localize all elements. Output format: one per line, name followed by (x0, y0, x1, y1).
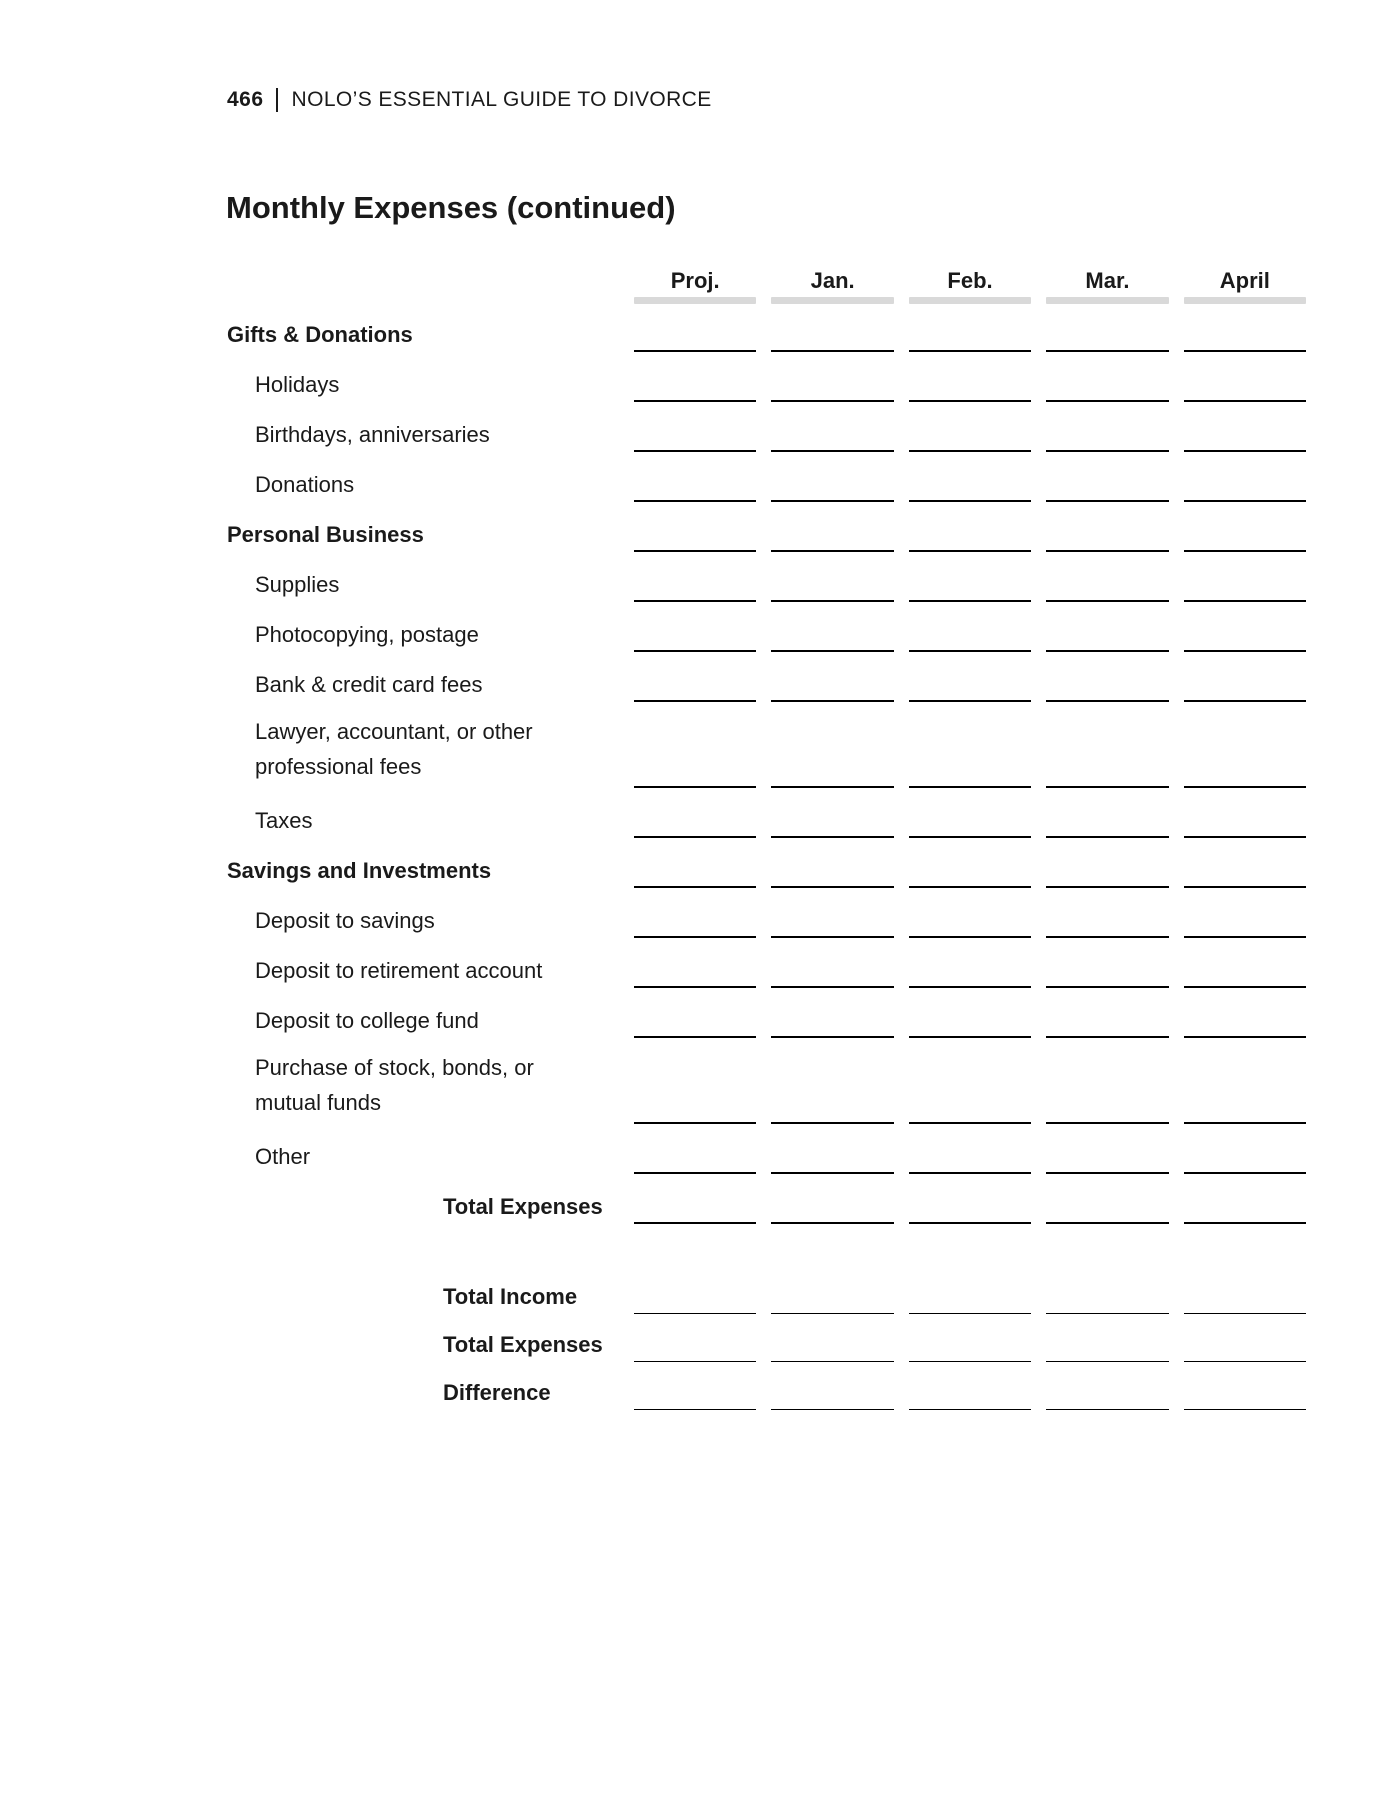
fill-in-line (1046, 702, 1168, 788)
column-header-cell (771, 258, 893, 304)
fill-in-line (634, 1362, 756, 1410)
fill-in-line (1046, 988, 1168, 1038)
fill-in-line (1046, 1314, 1168, 1362)
worksheet-row (227, 938, 1306, 988)
fill-in-line (1046, 1038, 1168, 1124)
fill-in-line (1184, 502, 1306, 552)
fill-in-line (771, 1362, 893, 1410)
row-line-columns (634, 652, 1306, 702)
row-label-area (227, 1314, 634, 1362)
row-line-columns (634, 1174, 1306, 1224)
fill-in-line (771, 304, 893, 352)
fill-in-line (771, 788, 893, 838)
worksheet-row (227, 502, 1306, 552)
row-label-line: professional fees (255, 754, 422, 779)
fill-in-line (771, 838, 893, 888)
fill-in-line (771, 988, 893, 1038)
header-divider (276, 88, 278, 112)
fill-in-line (1046, 402, 1168, 452)
column-header-label: Proj. (670, 268, 720, 293)
fill-in-line (771, 652, 893, 702)
fill-in-line (634, 702, 756, 788)
column-header-underline-bar (771, 297, 893, 304)
fill-in-line (1046, 304, 1168, 352)
fill-in-line (1046, 1174, 1168, 1224)
fill-in-line (771, 502, 893, 552)
row-line-columns (634, 1038, 1306, 1124)
fill-in-line (1184, 652, 1306, 702)
fill-in-line (771, 702, 893, 788)
fill-in-line (634, 838, 756, 888)
fill-in-line (909, 402, 1031, 452)
column-header-cell (909, 258, 1031, 304)
fill-in-line (771, 888, 893, 938)
fill-in-line (634, 652, 756, 702)
row-line-columns (634, 352, 1306, 402)
fill-in-line (909, 838, 1031, 888)
fill-in-line (1046, 788, 1168, 838)
column-header-label: Feb. (947, 268, 993, 293)
fill-in-line (1184, 1038, 1306, 1124)
row-label-area (227, 552, 634, 602)
fill-in-line (909, 304, 1031, 352)
fill-in-line (771, 452, 893, 502)
row-label: Difference (443, 1379, 551, 1405)
column-header-underline-bar (909, 297, 1031, 304)
fill-in-line (634, 602, 756, 652)
column-header-row (227, 258, 1306, 304)
fill-in-line (909, 1174, 1031, 1224)
fill-in-line (1046, 602, 1168, 652)
row-label-area (227, 1362, 634, 1410)
worksheet-summary-rows (227, 1224, 1306, 1410)
fill-in-line (1184, 888, 1306, 938)
fill-in-line (1184, 1314, 1306, 1362)
row-line-columns (634, 1362, 1306, 1410)
fill-in-line (771, 402, 893, 452)
fill-in-line (634, 352, 756, 402)
column-header-underline-bar (634, 297, 756, 304)
worksheet-row (227, 352, 1306, 402)
fill-in-line (909, 1038, 1031, 1124)
fill-in-line (1046, 502, 1168, 552)
row-label: Supplies (255, 571, 340, 597)
fill-in-line (909, 988, 1031, 1038)
column-header-cell (1046, 258, 1168, 304)
row-label-area (227, 888, 634, 938)
fill-in-line (1184, 452, 1306, 502)
fill-in-line (1046, 1224, 1168, 1314)
fill-in-line (771, 552, 893, 602)
worksheet-row (227, 452, 1306, 502)
column-header-spacer (227, 258, 634, 304)
row-label: Deposit to retirement account (255, 957, 543, 983)
row-line-columns (634, 838, 1306, 888)
fill-in-line (909, 502, 1031, 552)
row-label: Photocopying, postage (255, 621, 479, 647)
fill-in-line (634, 502, 756, 552)
row-label: Taxes (255, 807, 313, 833)
fill-in-line (1184, 788, 1306, 838)
row-label-area (227, 502, 634, 552)
row-label: Holidays (255, 371, 340, 397)
row-label-area (227, 304, 634, 352)
row-label-line: Purchase of stock, bonds, or (255, 1055, 534, 1080)
row-label: Gifts & Donations (227, 321, 413, 347)
row-line-columns (634, 602, 1306, 652)
fill-in-line (1046, 888, 1168, 938)
row-label: Savings and Investments (227, 857, 492, 883)
fill-in-line (909, 452, 1031, 502)
row-label-line: Lawyer, accountant, or other (255, 719, 533, 744)
row-line-columns (634, 1124, 1306, 1174)
worksheet-row (227, 1362, 1306, 1410)
fill-in-line (1046, 1124, 1168, 1174)
row-label-area (227, 602, 634, 652)
fill-in-line (1184, 352, 1306, 402)
row-label-area (227, 938, 634, 988)
row-label-area (227, 402, 634, 452)
row-label: Donations (255, 471, 355, 497)
row-label: Personal Business (227, 521, 424, 547)
fill-in-line (634, 1174, 756, 1224)
column-header-label: Jan. (810, 268, 855, 293)
fill-in-line (634, 452, 756, 502)
row-line-columns (634, 1314, 1306, 1362)
row-label-line: mutual funds (255, 1090, 381, 1115)
fill-in-line (634, 888, 756, 938)
row-line-columns (634, 788, 1306, 838)
row-label: Other (255, 1143, 311, 1169)
worksheet-rows (227, 304, 1306, 1224)
row-line-columns (634, 452, 1306, 502)
fill-in-line (909, 352, 1031, 402)
row-label: Total Income (443, 1283, 578, 1309)
row-label-area (227, 652, 634, 702)
worksheet-row (227, 602, 1306, 652)
fill-in-line (1184, 988, 1306, 1038)
fill-in-line (634, 1124, 756, 1174)
fill-in-line (909, 938, 1031, 988)
row-label: Total Expenses (443, 1193, 603, 1219)
fill-in-line (909, 552, 1031, 602)
row-label-area (227, 452, 634, 502)
row-line-columns (634, 402, 1306, 452)
fill-in-line (909, 888, 1031, 938)
worksheet-row (227, 788, 1306, 838)
fill-in-line (1184, 1174, 1306, 1224)
fill-in-line (1046, 352, 1168, 402)
expenses-worksheet (227, 258, 1306, 1410)
fill-in-line (634, 304, 756, 352)
fill-in-line (909, 652, 1031, 702)
fill-in-line (909, 1314, 1031, 1362)
fill-in-line (1184, 702, 1306, 788)
worksheet-row (227, 1038, 1306, 1124)
row-label-area (227, 1174, 634, 1224)
row-line-columns (634, 552, 1306, 602)
fill-in-line (1184, 552, 1306, 602)
fill-in-line (771, 938, 893, 988)
fill-in-line (1184, 602, 1306, 652)
worksheet-row (227, 888, 1306, 938)
fill-in-line (909, 602, 1031, 652)
fill-in-line (1184, 402, 1306, 452)
column-header-label: April (1219, 268, 1270, 293)
worksheet-row (227, 652, 1306, 702)
fill-in-line (909, 1124, 1031, 1174)
fill-in-line (771, 1224, 893, 1314)
fill-in-line (909, 788, 1031, 838)
worksheet-row (227, 402, 1306, 452)
page-number: 466 (227, 88, 264, 111)
fill-in-line (634, 938, 756, 988)
row-label: Total Expenses (443, 1331, 603, 1357)
row-label: Deposit to college fund (255, 1007, 479, 1033)
worksheet-row (227, 702, 1306, 788)
fill-in-line (1184, 1124, 1306, 1174)
row-label-area (227, 838, 634, 888)
fill-in-line (771, 352, 893, 402)
worksheet-row (227, 988, 1306, 1038)
row-label: Birthdays, anniversaries (255, 421, 490, 447)
fill-in-line (634, 1224, 756, 1314)
worksheet-row (227, 838, 1306, 888)
row-line-columns (634, 502, 1306, 552)
fill-in-line (1046, 938, 1168, 988)
row-label-area (227, 1224, 634, 1314)
fill-in-line (771, 1314, 893, 1362)
fill-in-line (1184, 938, 1306, 988)
fill-in-line (771, 602, 893, 652)
fill-in-line (1046, 838, 1168, 888)
fill-in-line (634, 988, 756, 1038)
row-line-columns (634, 888, 1306, 938)
row-label: Deposit to savings (255, 907, 435, 933)
fill-in-line (634, 788, 756, 838)
fill-in-line (634, 1314, 756, 1362)
fill-in-line (771, 1038, 893, 1124)
fill-in-line (634, 1038, 756, 1124)
fill-in-line (771, 1124, 893, 1174)
column-header-underline-bar (1046, 297, 1168, 304)
row-label-area (227, 1038, 634, 1124)
fill-in-line (1046, 1362, 1168, 1410)
row-label-area (227, 1124, 634, 1174)
row-label-area (227, 702, 634, 788)
row-line-columns (634, 304, 1306, 352)
row-label-area (227, 352, 634, 402)
column-header-underline-bar (1184, 297, 1306, 304)
fill-in-line (1046, 552, 1168, 602)
row-line-columns (634, 1224, 1306, 1314)
fill-in-line (634, 552, 756, 602)
section-title: Monthly Expenses (continued) (226, 190, 676, 225)
row-line-columns (634, 988, 1306, 1038)
fill-in-line (634, 402, 756, 452)
book-title: NOLO’S ESSENTIAL GUIDE TO DIVORCE (291, 88, 712, 111)
fill-in-line (909, 1224, 1031, 1314)
worksheet-row (227, 552, 1306, 602)
worksheet-row (227, 304, 1306, 352)
worksheet-row (227, 1174, 1306, 1224)
fill-in-line (909, 1362, 1031, 1410)
worksheet-row (227, 1314, 1306, 1362)
column-headers (634, 258, 1306, 304)
fill-in-line (1184, 304, 1306, 352)
column-header-cell (1184, 258, 1306, 304)
row-label: Bank & credit card fees (255, 671, 483, 697)
row-label-area (227, 788, 634, 838)
column-header-cell (634, 258, 756, 304)
row-line-columns (634, 938, 1306, 988)
fill-in-line (771, 1174, 893, 1224)
fill-in-line (1184, 838, 1306, 888)
fill-in-line (1046, 652, 1168, 702)
fill-in-line (1184, 1224, 1306, 1314)
fill-in-line (1046, 452, 1168, 502)
row-line-columns (634, 702, 1306, 788)
fill-in-line (1184, 1362, 1306, 1410)
row-label-area (227, 988, 634, 1038)
worksheet-row (227, 1124, 1306, 1174)
fill-in-line (909, 702, 1031, 788)
worksheet-row (227, 1224, 1306, 1314)
running-header (227, 86, 712, 114)
column-header-label: Mar. (1085, 268, 1130, 293)
